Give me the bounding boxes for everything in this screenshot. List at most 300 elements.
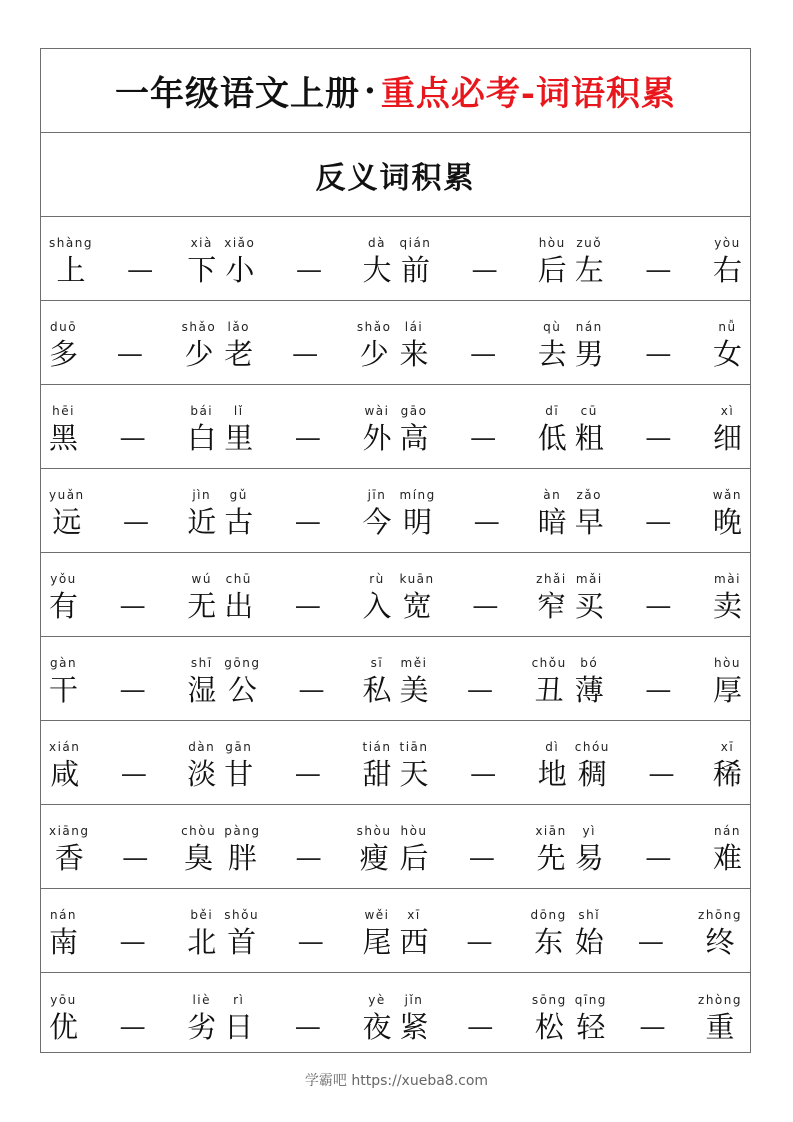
pinyin: yè [368,993,386,1007]
hanzi: 瘦 [359,841,389,875]
pinyin: míng [399,488,436,502]
word-cell [532,991,567,1043]
word-cell [49,822,90,874]
pinyin: lái [404,320,424,334]
pinyin: yǒu [50,572,77,586]
dash-separator: — [645,423,672,453]
hanzi: 优 [49,1010,79,1044]
dash-separator: — [119,675,146,705]
hanzi: 西 [399,925,429,959]
antonym-pair [45,553,220,636]
pinyin: wǎn [712,488,742,502]
word-cell [575,906,604,958]
word-cell [532,654,567,706]
pinyin: hòu [400,824,428,838]
word-cell [187,402,216,454]
word-cell [575,570,604,622]
hanzi: 稠 [577,757,607,791]
pinyin: àn [543,488,562,502]
pinyin: wú [191,572,212,586]
pinyin: tiān [399,740,429,754]
hanzi: 远 [52,505,82,539]
pinyin: jīn [367,488,387,502]
dash-separator: — [294,759,321,789]
pinyin: xī [407,908,421,922]
hanzi: 易 [574,841,604,875]
antonym-pair [396,889,571,972]
hanzi: 天 [399,757,429,791]
word-cell [187,570,216,622]
pinyin: shǒu [224,908,260,922]
hanzi: 少 [184,337,214,371]
pinyin: pàng [224,824,261,838]
hanzi: 多 [49,337,79,371]
dash-separator: — [122,507,149,537]
word-cell [538,486,567,538]
page-title [41,49,750,133]
pinyin: shàng [49,236,93,250]
hanzi: 大 [362,253,392,287]
dash-separator: — [292,339,319,369]
hanzi: 少 [359,337,389,371]
word-cell [713,654,742,706]
word-cell [575,318,604,370]
antonym-pair [571,889,746,972]
hanzi: 轻 [576,1010,606,1044]
word-cell [224,402,253,454]
word-cell [224,318,253,370]
hanzi: 终 [705,925,735,959]
pinyin: liè [192,993,212,1007]
word-cell [575,654,604,706]
hanzi: 淡 [187,757,217,791]
word-cell [362,234,391,286]
word-cell [49,486,85,538]
hanzi: 干 [49,673,79,707]
hanzi: 粗 [574,421,604,455]
hanzi: 入 [362,589,392,623]
dash-separator: — [297,927,324,957]
pinyin: dōng [530,908,567,922]
pinyin: rì [233,993,245,1007]
dash-separator: — [295,255,322,285]
word-cell [400,906,429,958]
hanzi: 白 [187,421,217,455]
word-cell [536,570,567,622]
hanzi: 低 [537,421,567,455]
hanzi: 胖 [227,841,257,875]
word-cell [49,402,78,454]
pinyin: zhōng [698,908,742,922]
dash-separator: — [645,507,672,537]
word-cell [362,570,391,622]
dash-separator: — [473,507,500,537]
pinyin: xì [720,404,735,418]
hanzi: 明 [403,505,433,539]
word-cell [713,402,742,454]
word-cell [713,570,742,622]
pinyin: hòu [538,236,566,250]
pinyin: xià [190,236,213,250]
antonym-pair [571,217,746,300]
word-cell [538,318,567,370]
antonym-row [41,805,750,889]
pinyin: nán [713,824,742,838]
antonym-pair [45,217,220,300]
dash-separator: — [645,675,672,705]
hanzi: 美 [399,673,429,707]
hanzi: 甘 [224,757,254,791]
dash-separator: — [116,339,143,369]
word-cell [362,991,391,1043]
word-cell [713,234,742,286]
antonym-pair [220,469,395,552]
word-cell [575,738,610,790]
title-main: 一年级语文上册 [115,74,361,114]
pinyin: chóu [574,740,610,754]
pinyin: gàn [49,656,78,670]
hanzi: 女 [712,337,742,371]
pinyin: wài [364,404,390,418]
antonym-rows [41,217,750,1057]
pinyin: zhǎi [536,572,567,586]
pinyin: mài [714,572,741,586]
word-cell [187,486,216,538]
pinyin: shǎo [356,320,392,334]
hanzi: 难 [712,841,742,875]
antonym-pair [220,805,395,888]
hanzi: 暗 [537,505,567,539]
word-cell [181,822,216,874]
footer-watermark: 学霸吧 https://xueba8.com [304,1073,489,1089]
antonym-row [41,637,750,721]
pinyin: xián [49,740,81,754]
antonym-pair [45,889,220,972]
dash-separator: — [639,1012,666,1042]
hanzi: 早 [574,505,604,539]
antonym-pair [45,301,220,384]
pinyin: xiān [535,824,567,838]
dash-separator: — [470,339,497,369]
word-cell [49,570,78,622]
worksheet-table [40,48,751,1053]
hanzi: 近 [187,505,217,539]
antonym-pair [571,469,746,552]
antonym-pair [571,385,746,468]
antonym-pair [396,385,571,468]
hanzi: 前 [400,253,430,287]
pinyin: lǎo [227,320,251,334]
word-cell [49,738,80,790]
pinyin: jìn [192,488,212,502]
antonym-row [41,217,750,301]
word-cell [538,234,567,286]
pinyin: yì [582,824,596,838]
pinyin: dàn [188,740,216,754]
word-cell [713,822,742,874]
pinyin: měi [400,656,428,670]
word-cell [575,234,604,286]
word-cell [187,654,216,706]
pinyin: chū [225,572,252,586]
hanzi: 地 [537,757,567,791]
hanzi: 出 [224,589,254,623]
dash-separator: — [645,843,672,873]
word-cell [531,906,567,958]
word-cell [535,822,566,874]
pinyin: nǚ [718,320,737,334]
hanzi: 里 [224,421,254,455]
dash-separator: — [294,423,321,453]
word-cell [400,486,436,538]
word-cell [224,486,253,538]
pinyin: dī [545,404,560,418]
pinyin: yuǎn [49,488,85,502]
pinyin: qián [399,236,432,250]
antonym-pair [571,301,746,384]
dash-separator: — [468,843,495,873]
hanzi: 黑 [49,421,79,455]
hanzi: 上 [56,253,86,287]
dash-separator: — [466,927,493,957]
antonym-pair [571,973,746,1057]
hanzi: 右 [712,253,742,287]
pinyin: hēi [52,404,75,418]
antonym-pair [571,721,746,804]
hanzi: 甜 [362,757,392,791]
dash-separator: — [467,675,494,705]
hanzi: 男 [574,337,604,371]
pinyin: nán [575,320,603,334]
antonym-pair [396,805,571,888]
hanzi: 晚 [712,505,742,539]
hanzi: 窄 [536,589,566,623]
dash-separator: — [467,1012,494,1042]
hanzi: 古 [224,505,254,539]
antonym-pair [571,805,746,888]
pinyin: chòu [181,824,217,838]
hanzi: 首 [227,925,257,959]
pinyin: xiǎo [224,236,256,250]
word-cell [224,822,260,874]
hanzi: 重 [705,1010,735,1044]
pinyin: gōng [224,656,261,670]
pinyin: wěi [364,908,390,922]
word-cell [698,991,742,1043]
word-cell [400,402,429,454]
antonym-row [41,889,750,973]
word-cell [400,570,435,622]
antonym-pair [220,973,395,1057]
word-cell [224,738,253,790]
pinyin: běi [190,908,214,922]
hanzi: 买 [574,589,604,623]
word-cell [400,318,429,370]
hanzi: 厚 [712,673,742,707]
dash-separator: — [470,423,497,453]
section-title-text: 反义词积累 [315,160,476,196]
pinyin: hòu [713,656,742,670]
word-cell [538,402,567,454]
hanzi: 劣 [187,1010,217,1044]
hanzi: 后 [537,253,567,287]
hanzi: 东 [534,925,564,959]
title-highlight: 重点必考-词语积累 [380,74,676,114]
pinyin: bó [580,656,599,670]
antonym-pair [220,385,395,468]
hanzi: 卖 [712,589,742,623]
antonym-pair [45,721,220,804]
antonym-pair [45,805,220,888]
word-cell [575,402,604,454]
pinyin: qù [543,320,562,334]
word-cell [187,738,216,790]
hanzi: 夜 [362,1010,392,1044]
antonym-pair [396,637,571,720]
dash-separator: — [119,423,146,453]
antonym-pair [396,553,571,636]
antonym-pair [45,973,220,1057]
antonym-pair [396,469,571,552]
dash-separator: — [645,339,672,369]
antonym-pair [220,217,395,300]
dash-separator: — [472,591,499,621]
dash-separator: — [122,843,149,873]
antonym-pair [571,553,746,636]
word-cell [362,654,391,706]
word-cell [713,738,742,790]
word-cell [538,738,567,790]
antonym-pair [220,721,395,804]
hanzi: 私 [362,673,392,707]
hanzi: 紧 [399,1010,429,1044]
hanzi: 薄 [574,673,604,707]
word-cell [698,906,742,958]
pinyin: kuān [399,572,435,586]
word-cell [357,822,392,874]
word-cell [224,991,253,1043]
word-cell [713,486,742,538]
word-cell [187,991,216,1043]
dash-separator: — [119,1012,146,1042]
word-cell [362,738,391,790]
antonym-row [41,469,750,553]
pinyin: sōng [531,993,567,1007]
hanzi: 稀 [712,757,742,791]
hanzi: 外 [362,421,392,455]
dash-separator: — [645,591,672,621]
hanzi: 丑 [534,673,564,707]
pinyin: bái [190,404,214,418]
dash-separator: — [127,255,154,285]
antonym-pair [396,973,571,1057]
word-cell [224,570,253,622]
hanzi: 北 [187,925,217,959]
antonym-row [41,721,750,805]
pinyin: dì [545,740,560,754]
pinyin: chǒu [531,656,567,670]
word-cell [49,991,78,1043]
word-cell [187,906,216,958]
hanzi: 公 [227,673,257,707]
pinyin: cū [580,404,598,418]
pinyin: gān [225,740,253,754]
hanzi: 今 [362,505,392,539]
word-cell [224,234,255,286]
pinyin: duō [49,320,78,334]
dash-separator: — [298,675,325,705]
hanzi: 有 [49,589,79,623]
dash-separator: — [119,927,146,957]
antonym-pair [396,217,571,300]
word-cell [49,318,78,370]
word-cell [575,486,604,538]
title-dot: · [364,70,377,111]
word-cell [713,318,742,370]
pinyin: qīng [574,993,607,1007]
word-cell [49,654,78,706]
word-cell [49,906,78,958]
dash-separator: — [294,507,321,537]
word-cell [400,654,429,706]
antonym-pair [220,301,395,384]
pinyin: rù [369,572,385,586]
antonym-row [41,301,750,385]
dash-separator: — [645,255,672,285]
word-cell [224,906,259,958]
antonym-row [41,973,750,1057]
pinyin: sī [370,656,384,670]
pinyin: zǎo [576,488,602,502]
hanzi: 香 [54,841,84,875]
pinyin: shǎo [181,320,217,334]
pinyin: yòu [714,236,741,250]
dash-separator: — [637,927,664,957]
word-cell [357,318,392,370]
hanzi: 湿 [187,673,217,707]
pinyin: dà [368,236,386,250]
dash-separator: — [294,591,321,621]
hanzi: 小 [225,253,255,287]
antonym-row [41,385,750,469]
pinyin: yōu [50,993,77,1007]
dash-separator: — [119,591,146,621]
hanzi: 去 [537,337,567,371]
antonym-pair [396,721,571,804]
hanzi: 臭 [184,841,214,875]
hanzi: 下 [187,253,217,287]
hanzi: 始 [574,925,604,959]
section-title [41,133,750,217]
word-cell [362,402,391,454]
pinyin: tián [362,740,392,754]
antonym-pair [220,553,395,636]
antonym-pair [45,469,220,552]
pinyin: zuǒ [576,236,603,250]
word-cell [400,234,432,286]
antonym-pair [220,889,395,972]
hanzi: 来 [399,337,429,371]
word-cell [400,822,429,874]
hanzi: 日 [224,1010,254,1044]
hanzi: 高 [399,421,429,455]
pinyin: lǐ [233,404,244,418]
word-cell [575,991,607,1043]
antonym-pair [220,637,395,720]
hanzi: 后 [399,841,429,875]
pinyin: shòu [356,824,392,838]
hanzi: 宽 [402,589,432,623]
